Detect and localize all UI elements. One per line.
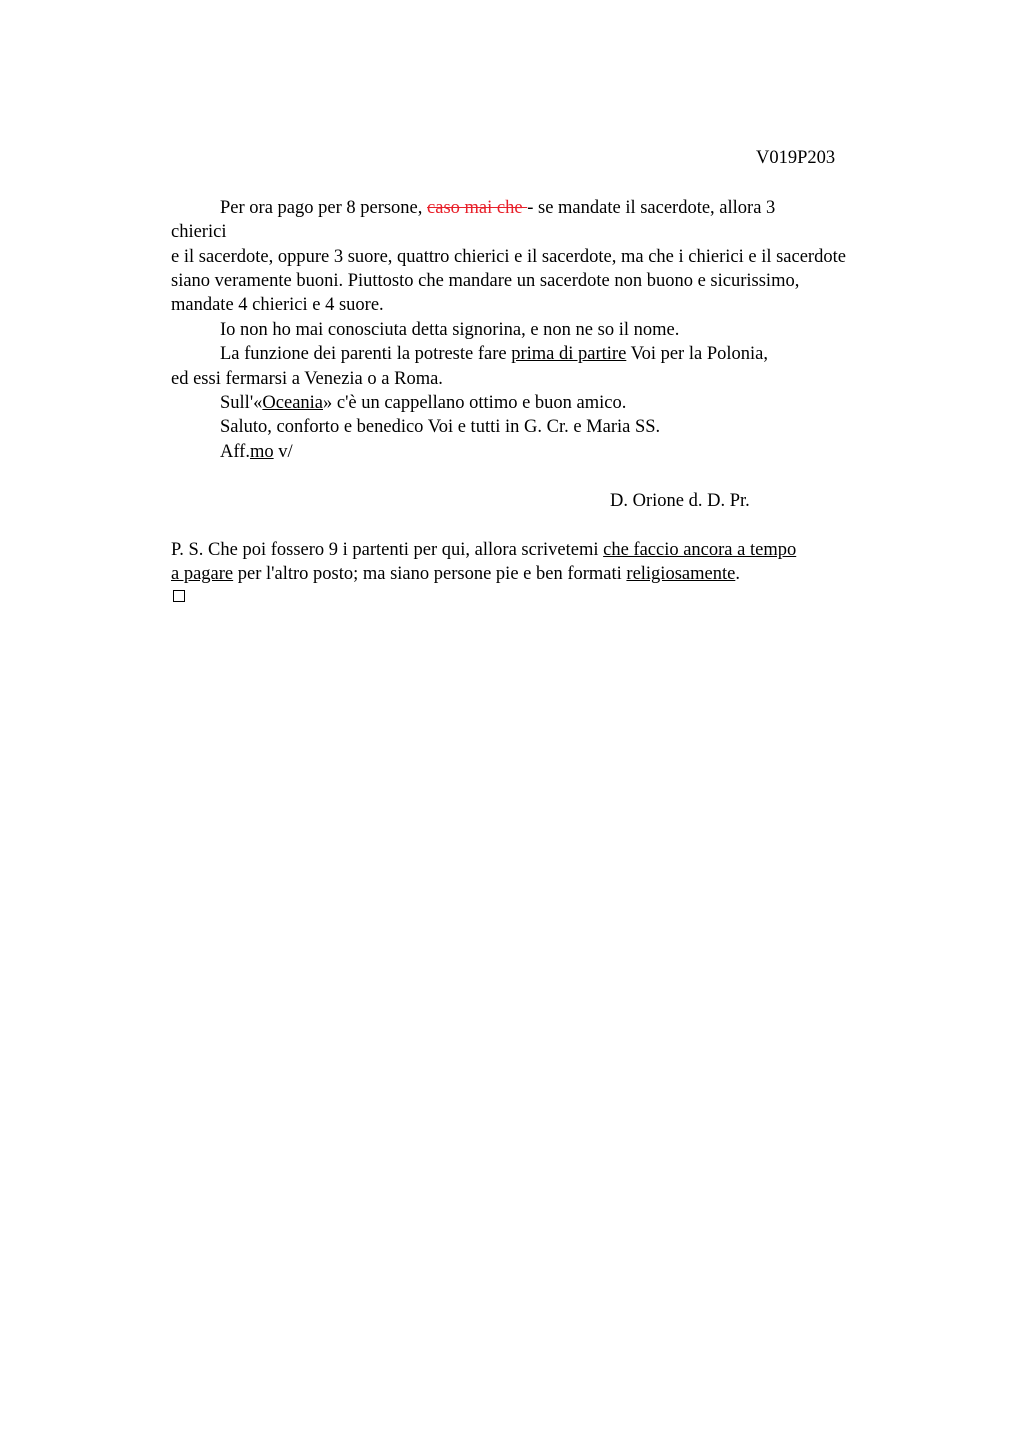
- paragraph-1-wrap: chierici: [171, 222, 227, 242]
- ps-line2-underlined: a pagare: [171, 564, 234, 584]
- p3-end: Voi per la Polonia,: [626, 344, 768, 364]
- document-code: V019P203: [756, 148, 836, 168]
- postscript-line-2: [171, 562, 740, 586]
- paragraph-5: Saluto, conforto e benedico Voi e tutti in G. Cr. e Maria SS.: [220, 417, 661, 437]
- paragraph-4: [220, 391, 626, 415]
- paragraph-1-line-1: [220, 196, 775, 220]
- postscript-line-1: [171, 538, 796, 562]
- ps-line2-end: .: [735, 564, 740, 584]
- p1-struck-text: caso mai che: [427, 198, 528, 218]
- closing-start: Aff.: [220, 442, 250, 462]
- closing-end: v/: [273, 442, 293, 462]
- paragraph-1-line-4: mandate 4 chierici e 4 suore.: [171, 295, 384, 315]
- paragraph-1-line-2: e il sacerdote, oppure 3 suore, quattro chierici e il sacerdote, ma che i chierici e il sacerdote: [171, 247, 846, 267]
- signature: D. Orione d. D. Pr.: [610, 491, 750, 511]
- ps-line1-underlined: che faccio ancora a tempo: [603, 540, 797, 560]
- paragraph-3-line-2: ed essi fermarsi a Venezia o a Roma.: [171, 369, 443, 389]
- ps-line2-mid: per l'altro posto; ma siano persone pie e ben formati: [233, 564, 627, 584]
- p4-end: » c'è un cappellano ottimo e buon amico.: [323, 393, 627, 413]
- p3-underlined: prima di partire: [511, 344, 627, 364]
- paragraph-1-line-3: siano veramente buoni. Piuttosto che mandare un sacerdote non buono e sicurissimo,: [171, 271, 800, 291]
- paragraph-2: Io non ho mai conosciuta detta signorina, e non ne so il nome.: [220, 320, 680, 340]
- empty-square-icon: [173, 590, 185, 602]
- ps-line2-underlined-2: religiosamente: [626, 564, 736, 584]
- p3-start: La funzione dei parenti la potreste fare: [220, 344, 512, 364]
- p1-start: Per ora pago per 8 persone,: [220, 198, 428, 218]
- closing: [220, 440, 293, 464]
- p4-start: Sull'«: [220, 393, 263, 413]
- paragraph-3-line-1: [220, 342, 768, 366]
- p1-rest: - se mandate il sacerdote, allora 3: [527, 198, 776, 218]
- ps-line1-start: P. S. Che poi fossero 9 i partenti per qui, allora scrivetemi: [171, 540, 604, 560]
- closing-underlined: mo: [249, 442, 274, 462]
- p4-underlined: Oceania: [262, 393, 324, 413]
